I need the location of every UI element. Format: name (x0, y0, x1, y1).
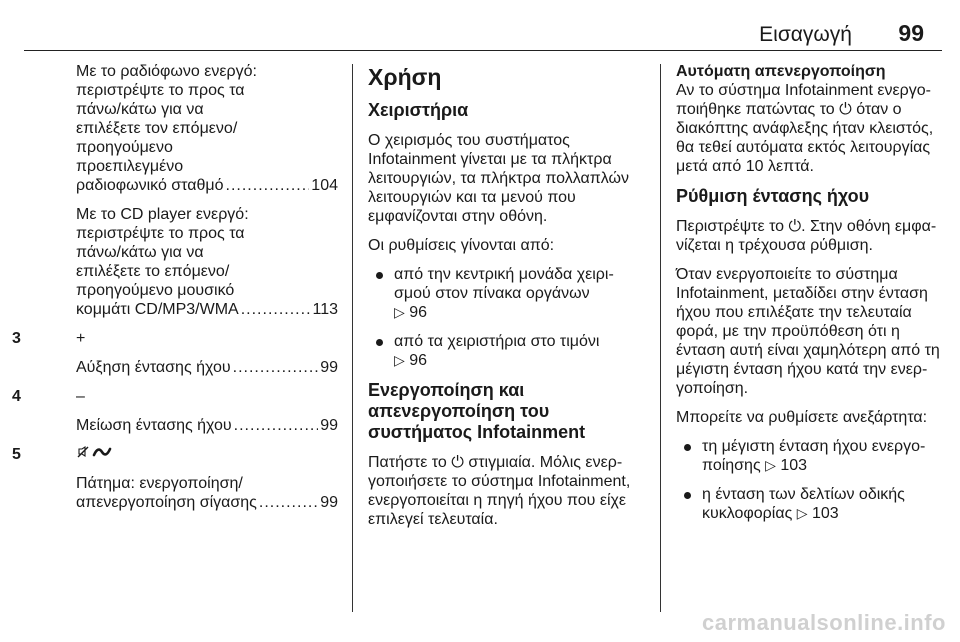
item-5 (12, 445, 338, 512)
page-ref-link[interactable]: ▷ 103 (796, 505, 839, 522)
paragraph: Οι ρυθμίσεις γίνονται από: (368, 237, 555, 254)
page-title: Εισαγωγή (759, 23, 852, 46)
page-ref-link[interactable]: ▷ 103 (765, 457, 808, 474)
page-ref: 99 (320, 359, 338, 376)
item-number: 3 (12, 330, 21, 347)
toc-link-cd-track[interactable]: κομμάτι CD/MP3/WMA ..... 113 (76, 300, 338, 319)
page-ref-link[interactable]: ▷ 96 (394, 352, 428, 369)
text-line: Πάτημα: ενεργοποίηση/ (76, 475, 243, 492)
toc-link-volume-down[interactable]: Μείωση έντασης ήχου ..... 99 (76, 416, 338, 435)
subheading-auto-off: Αυτόματη απενεργοποίηση (676, 63, 886, 80)
arrow-icon: ▷ (765, 457, 776, 473)
bullet-icon (684, 492, 691, 499)
bullet-icon (376, 339, 383, 346)
paragraph: Αν το σύστημα Infotainment ενεργοποιήθηκε πατώντας το ⏻ όταν ο διακόπτης ανάφλεξης ήταν κλειστός, θα τεθεί αυτόματα εκτός λειτουργίας μετά από 10 λεπτά. (676, 82, 934, 175)
text-line: προηγούμενο μουσικό (76, 282, 235, 299)
arrow-icon: ▷ (394, 352, 405, 368)
list-item: από την κεντρική μονάδα χειρισμού στον πίνακα οργάνων ▷ 96 (368, 265, 632, 322)
page-ref: 99 (320, 417, 338, 434)
column-1 (12, 62, 338, 522)
text-line: επιλέξετε τον επόμενο/ (76, 120, 238, 137)
list-item: η ένταση των δελτίων οδικής κυκλοφορίας ▷ 103 (676, 485, 940, 523)
subheading-power: Ενεργοποίηση και απενεργοποίηση του συστήματος Infotainment (368, 380, 586, 442)
paragraph: Όταν ενεργοποιείτε το σύστημα Infotainment, μεταδίδει στην ένταση ήχου που επιλέξατε την τελευταία φορά, με την προϋπόθεση ότι η ένταση αυτή είναι χαμηλότερη από τη μέγιστη ένταση ήχου κατά την ενεργοποίηση. (676, 266, 940, 397)
bullet-list (368, 265, 632, 370)
text-line: πάνω/κάτω για να (76, 244, 204, 261)
item-4 (12, 387, 338, 435)
paragraph: Πατήστε το ⏻ στιγμιαία. Μόλις ενεργοποιήσετε το σύστημα Infotainment, ενεργοποιείται η πηγή ήχου που είχε επιλεγεί τελευταία. (368, 454, 631, 528)
column-3 (676, 62, 940, 533)
cd-entry (76, 205, 338, 319)
text-line: προηγούμενο (76, 139, 173, 156)
bullet-icon (376, 272, 383, 279)
plus-icon: + (76, 330, 86, 347)
column-2 (368, 62, 632, 539)
arrow-icon: ▷ (394, 304, 405, 320)
arrow-icon: ▷ (796, 505, 808, 521)
paragraph: Ο χειρισμός του συστήματος Infotainment γίνεται με τα πλήκτρα λειτουργιών, τα πλήκτρα πολλαπλών λειτουργιών και τα μενού που εμφανίζονται στην οθόνη. (368, 132, 630, 225)
bullet-list (676, 437, 940, 523)
item-number: 4 (12, 388, 21, 405)
page-ref: 104 (311, 177, 338, 194)
page-number: 99 (898, 20, 924, 46)
mute-icon (76, 445, 338, 464)
minus-icon: – (76, 388, 85, 405)
mute-icon-glyph (76, 445, 116, 459)
column-divider-2 (660, 64, 661, 612)
radio-entry (76, 62, 338, 195)
toc-link-mute[interactable]: απενεργοποίηση σίγασης ..... 99 (76, 493, 338, 512)
toc-link-radio-station[interactable]: ραδιοφωνικό σταθμό ..... 104 (76, 176, 338, 195)
subheading-volume: Ρύθμιση έντασης ήχου (676, 186, 870, 206)
section-heading: Χρήση (368, 64, 442, 90)
bullet-icon (684, 444, 691, 451)
text-line: περιστρέψτε το προς τα (76, 82, 245, 99)
item-number: 5 (12, 446, 21, 463)
list-item: από τα χειριστήρια στο τιμόνι ▷ 96 (368, 332, 632, 370)
page-ref-link[interactable]: ▷ 96 (394, 304, 428, 321)
header-rule (24, 50, 942, 51)
text-line: πάνω/κάτω για να (76, 101, 204, 118)
text-line: επιλέξετε το επόμενο/ (76, 263, 230, 280)
text-line: περιστρέψτε το προς τα (76, 225, 245, 242)
paragraph: Μπορείτε να ρυθμίσετε ανεξάρτητα: (676, 409, 928, 426)
toc-link-volume-up[interactable]: Αύξηση έντασης ήχου ..... 99 (76, 358, 338, 377)
subheading-controls: Χειριστήρια (368, 100, 469, 120)
list-item: τη μέγιστη ένταση ήχου ενεργοποίησης ▷ 103 (676, 437, 940, 475)
column-divider-1 (352, 64, 353, 612)
item-3 (12, 329, 338, 377)
page-header (0, 0, 960, 56)
text-line: προεπιλεγμένο (76, 158, 184, 175)
text-line: Με το CD player ενεργό: (76, 206, 249, 223)
watermark: carmanualsonline.info (702, 610, 946, 635)
page-ref: 99 (320, 494, 338, 511)
paragraph: Περιστρέψτε το ⏻. Στην οθόνη εμφανίζεται η τρέχουσα ρύθμιση. (676, 218, 937, 254)
page-ref: 113 (312, 301, 338, 318)
text-line: Με το ραδιόφωνο ενεργό: (76, 63, 257, 80)
